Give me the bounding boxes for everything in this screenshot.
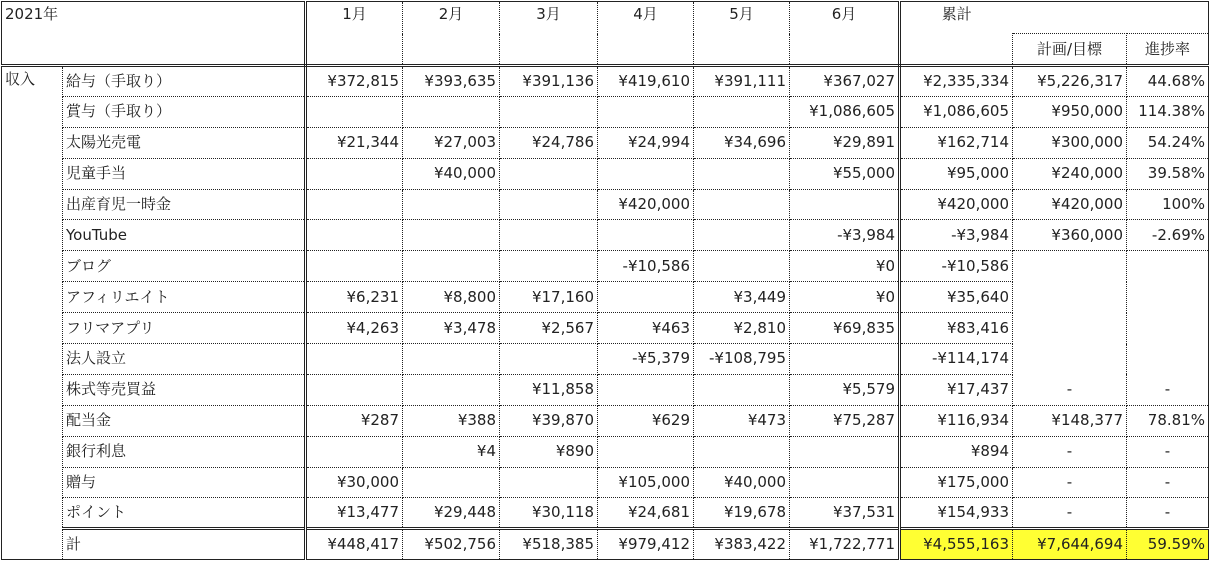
month-value-cell[interactable] (403, 189, 500, 220)
cumulative-value-cell[interactable]: ¥116,934 (900, 405, 1013, 436)
cumulative-value-cell[interactable]: ¥1,086,605 (900, 96, 1013, 127)
progress-value-cell[interactable]: - (1127, 498, 1209, 529)
month-header-5[interactable]: 5月 (694, 2, 790, 34)
month-value-cell[interactable] (500, 220, 598, 251)
month-value-cell[interactable]: ¥4,263 (306, 313, 403, 344)
month-value-cell[interactable] (306, 189, 403, 220)
income-rows (2, 66, 1209, 560)
month-value-cell[interactable]: ¥27,003 (403, 127, 500, 158)
income-table (1, 1, 1209, 560)
row-label[interactable]: YouTube (63, 220, 306, 251)
month-value-cell[interactable]: ¥391,136 (500, 66, 598, 97)
progress-value-cell[interactable]: -2.69% (1127, 220, 1209, 251)
row-label[interactable]: フリマアプリ (63, 313, 306, 344)
plan-value-cell[interactable]: ¥148,377 (1013, 405, 1127, 436)
month-header-1[interactable]: 1月 (306, 2, 403, 34)
plan-value-cell[interactable] (1013, 344, 1127, 375)
month-header-2[interactable]: 2月 (403, 2, 500, 34)
progress-value-cell[interactable] (1127, 251, 1209, 282)
month-value-cell[interactable]: -¥10,586 (598, 251, 694, 282)
month-value-cell[interactable] (694, 436, 790, 467)
month-value-cell[interactable] (598, 436, 694, 467)
month-sub-4[interactable] (598, 34, 694, 66)
month-value-cell[interactable] (500, 189, 598, 220)
month-value-cell[interactable] (306, 374, 403, 405)
cumulative-value-cell[interactable]: ¥35,640 (900, 282, 1013, 313)
month-header-6[interactable]: 6月 (790, 2, 900, 34)
month-value-cell[interactable] (790, 467, 900, 498)
month-value-cell[interactable]: ¥29,891 (790, 127, 900, 158)
month-value-cell[interactable] (790, 189, 900, 220)
year-label: 2021年 (5, 5, 59, 23)
table-row (2, 251, 1209, 282)
year-label-cell[interactable] (2, 2, 306, 66)
plan-value-cell[interactable]: ¥5,226,317 (1013, 66, 1127, 97)
plan-value-cell[interactable] (1013, 251, 1127, 282)
table-row (2, 96, 1209, 127)
plan-header[interactable]: 計画/目標 (1013, 34, 1127, 66)
month-value-cell[interactable]: ¥13,477 (306, 498, 403, 529)
month-value-cell[interactable]: ¥11,858 (500, 374, 598, 405)
month-value-cell[interactable]: ¥4 (403, 436, 500, 467)
month-value-cell[interactable] (598, 96, 694, 127)
month-value-cell[interactable]: ¥372,815 (306, 66, 403, 97)
month-value-cell[interactable]: ¥55,000 (790, 158, 900, 189)
table-row (2, 66, 1209, 97)
total-month-cell[interactable]: ¥448,417 (306, 529, 403, 560)
month-value-cell[interactable]: ¥37,531 (790, 498, 900, 529)
table-row (2, 313, 1209, 344)
cumulative-value-cell[interactable]: ¥894 (900, 436, 1013, 467)
cumulative-sub[interactable] (900, 34, 1013, 66)
progress-value-cell[interactable]: 78.81% (1127, 405, 1209, 436)
month-sub-1[interactable] (306, 34, 403, 66)
month-value-cell[interactable] (500, 96, 598, 127)
month-value-cell[interactable] (306, 436, 403, 467)
total-month-cell[interactable]: ¥383,422 (694, 529, 790, 560)
month-value-cell[interactable]: ¥34,696 (694, 127, 790, 158)
month-value-cell[interactable]: ¥40,000 (694, 467, 790, 498)
row-label[interactable]: 給与（手取り） (63, 66, 306, 97)
month-value-cell[interactable]: ¥39,870 (500, 405, 598, 436)
month-value-cell[interactable]: ¥890 (500, 436, 598, 467)
progress-value-cell[interactable] (1127, 344, 1209, 375)
month-value-cell[interactable]: ¥0 (790, 282, 900, 313)
month-value-cell[interactable] (306, 96, 403, 127)
month-value-cell[interactable]: -¥108,795 (694, 344, 790, 375)
row-label[interactable]: 出産育児一時金 (63, 189, 306, 220)
month-value-cell[interactable]: ¥6,231 (306, 282, 403, 313)
row-label[interactable]: 配当金 (63, 405, 306, 436)
month-value-cell[interactable]: ¥21,344 (306, 127, 403, 158)
month-value-cell[interactable] (694, 158, 790, 189)
month-value-cell[interactable]: -¥3,984 (790, 220, 900, 251)
month-value-cell[interactable]: ¥2,810 (694, 313, 790, 344)
progress-header[interactable]: 進捗率 (1127, 34, 1209, 66)
cumulative-value-cell[interactable]: -¥10,586 (900, 251, 1013, 282)
total-month-cell[interactable]: ¥502,756 (403, 529, 500, 560)
month-value-cell[interactable] (306, 158, 403, 189)
cumulative-value-cell[interactable]: ¥95,000 (900, 158, 1013, 189)
month-value-cell[interactable] (694, 374, 790, 405)
month-value-cell[interactable] (500, 158, 598, 189)
table-row (2, 158, 1209, 189)
month-value-cell[interactable] (598, 374, 694, 405)
total-month-cell[interactable]: ¥979,412 (598, 529, 694, 560)
header-blank-rate[interactable] (1127, 2, 1209, 34)
month-value-cell[interactable] (500, 344, 598, 375)
month-value-cell[interactable]: -¥5,379 (598, 344, 694, 375)
progress-value-cell[interactable]: - (1127, 374, 1209, 405)
cumulative-value-cell[interactable]: ¥175,000 (900, 467, 1013, 498)
month-header-3[interactable]: 3月 (500, 2, 598, 34)
month-value-cell[interactable]: ¥367,027 (790, 66, 900, 97)
month-value-cell[interactable] (694, 96, 790, 127)
cumulative-value-cell[interactable]: ¥17,437 (900, 374, 1013, 405)
table-row (2, 498, 1209, 529)
total-label[interactable]: 計 (63, 529, 306, 560)
cumulative-value-cell[interactable]: ¥420,000 (900, 189, 1013, 220)
total-month-cell[interactable]: ¥1,722,771 (790, 529, 900, 560)
month-header-4[interactable]: 4月 (598, 2, 694, 34)
month-value-cell[interactable]: ¥40,000 (403, 158, 500, 189)
row-label[interactable]: ポイント (63, 498, 306, 529)
month-value-cell[interactable]: ¥5,579 (790, 374, 900, 405)
month-value-cell[interactable] (403, 251, 500, 282)
cumulative-header[interactable]: 累計 (900, 2, 1013, 34)
month-value-cell[interactable]: ¥473 (694, 405, 790, 436)
progress-value-cell[interactable]: 39.58% (1127, 158, 1209, 189)
total-cumulative-cell[interactable]: ¥4,555,163 (900, 529, 1013, 560)
table-row (2, 374, 1209, 405)
month-value-cell[interactable] (306, 251, 403, 282)
month-value-cell[interactable] (403, 220, 500, 251)
table-row (2, 467, 1209, 498)
month-value-cell[interactable]: ¥24,681 (598, 498, 694, 529)
row-label[interactable]: 法人設立 (63, 344, 306, 375)
month-value-cell[interactable]: ¥8,800 (403, 282, 500, 313)
month-value-cell[interactable] (598, 282, 694, 313)
month-value-cell[interactable]: ¥629 (598, 405, 694, 436)
row-label[interactable]: 贈与 (63, 467, 306, 498)
row-label[interactable]: 賞与（手取り） (63, 96, 306, 127)
month-value-cell[interactable]: ¥0 (790, 251, 900, 282)
table-row (2, 282, 1209, 313)
total-plan-cell[interactable]: ¥7,644,694 (1013, 529, 1127, 560)
month-value-cell[interactable] (694, 251, 790, 282)
month-value-cell[interactable] (500, 467, 598, 498)
progress-value-cell[interactable]: - (1127, 436, 1209, 467)
row-label[interactable]: アフィリエイト (63, 282, 306, 313)
total-month-cell[interactable]: ¥518,385 (500, 529, 598, 560)
month-value-cell[interactable]: ¥287 (306, 405, 403, 436)
plan-value-cell[interactable]: - (1013, 498, 1127, 529)
month-value-cell[interactable] (598, 158, 694, 189)
cumulative-value-cell[interactable]: ¥2,335,334 (900, 66, 1013, 97)
month-value-cell[interactable] (403, 467, 500, 498)
month-value-cell[interactable]: ¥3,478 (403, 313, 500, 344)
progress-value-cell[interactable]: 100% (1127, 189, 1209, 220)
row-label[interactable]: 株式等売買益 (63, 374, 306, 405)
month-sub-2[interactable] (403, 34, 500, 66)
month-value-cell[interactable] (403, 344, 500, 375)
month-value-cell[interactable] (306, 344, 403, 375)
month-value-cell[interactable]: ¥24,786 (500, 127, 598, 158)
cumulative-value-cell[interactable]: ¥83,416 (900, 313, 1013, 344)
progress-value-cell[interactable] (1127, 313, 1209, 344)
plan-value-cell[interactable]: ¥950,000 (1013, 96, 1127, 127)
progress-value-cell[interactable]: 44.68% (1127, 66, 1209, 97)
month-value-cell[interactable] (694, 220, 790, 251)
plan-value-cell[interactable]: ¥420,000 (1013, 189, 1127, 220)
month-value-cell[interactable]: ¥17,160 (500, 282, 598, 313)
category-label[interactable]: 収入 (2, 66, 63, 560)
plan-value-cell[interactable] (1013, 282, 1127, 313)
header-row-top (2, 2, 1209, 34)
row-label[interactable]: ブログ (63, 251, 306, 282)
cumulative-value-cell[interactable]: ¥162,714 (900, 127, 1013, 158)
progress-value-cell[interactable]: - (1127, 467, 1209, 498)
month-value-cell[interactable] (403, 374, 500, 405)
month-value-cell[interactable]: ¥388 (403, 405, 500, 436)
header-blank-plan[interactable] (1013, 2, 1127, 34)
month-sub-5[interactable] (694, 34, 790, 66)
month-sub-6[interactable] (790, 34, 900, 66)
month-value-cell[interactable]: ¥393,635 (403, 66, 500, 97)
month-value-cell[interactable]: ¥463 (598, 313, 694, 344)
plan-value-cell[interactable]: - (1013, 436, 1127, 467)
plan-value-cell[interactable]: ¥300,000 (1013, 127, 1127, 158)
month-value-cell[interactable] (598, 220, 694, 251)
month-value-cell[interactable]: ¥419,610 (598, 66, 694, 97)
progress-value-cell[interactable]: 114.38% (1127, 96, 1209, 127)
row-label[interactable]: 銀行利息 (63, 436, 306, 467)
table-row (2, 344, 1209, 375)
progress-value-cell[interactable]: 54.24% (1127, 127, 1209, 158)
plan-value-cell[interactable]: ¥360,000 (1013, 220, 1127, 251)
month-value-cell[interactable] (694, 189, 790, 220)
month-value-cell[interactable] (500, 251, 598, 282)
month-value-cell[interactable] (790, 344, 900, 375)
month-value-cell[interactable]: ¥19,678 (694, 498, 790, 529)
table-row (2, 220, 1209, 251)
cumulative-value-cell[interactable]: ¥154,933 (900, 498, 1013, 529)
plan-value-cell[interactable]: ¥240,000 (1013, 158, 1127, 189)
month-sub-3[interactable] (500, 34, 598, 66)
plan-value-cell[interactable] (1013, 313, 1127, 344)
month-value-cell[interactable]: ¥75,287 (790, 405, 900, 436)
month-value-cell[interactable] (306, 220, 403, 251)
total-progress-cell[interactable]: 59.59% (1127, 529, 1209, 560)
cumulative-value-cell[interactable]: -¥114,174 (900, 344, 1013, 375)
month-value-cell[interactable]: ¥29,448 (403, 498, 500, 529)
progress-value-cell[interactable] (1127, 282, 1209, 313)
row-label[interactable]: 太陽光売電 (63, 127, 306, 158)
month-value-cell[interactable]: ¥391,111 (694, 66, 790, 97)
month-value-cell[interactable]: ¥24,994 (598, 127, 694, 158)
month-value-cell[interactable]: ¥420,000 (598, 189, 694, 220)
month-value-cell[interactable] (403, 96, 500, 127)
month-value-cell[interactable] (790, 436, 900, 467)
table-row (2, 436, 1209, 467)
month-value-cell[interactable]: ¥1,086,605 (790, 96, 900, 127)
month-value-cell[interactable]: ¥69,835 (790, 313, 900, 344)
table-row (2, 405, 1209, 436)
table-row (2, 189, 1209, 220)
table-row (2, 127, 1209, 158)
month-value-cell[interactable]: ¥30,118 (500, 498, 598, 529)
plan-value-cell[interactable]: - (1013, 374, 1127, 405)
plan-value-cell[interactable]: - (1013, 467, 1127, 498)
month-value-cell[interactable]: ¥2,567 (500, 313, 598, 344)
month-value-cell[interactable]: ¥3,449 (694, 282, 790, 313)
cumulative-value-cell[interactable]: -¥3,984 (900, 220, 1013, 251)
month-value-cell[interactable]: ¥30,000 (306, 467, 403, 498)
row-label[interactable]: 児童手当 (63, 158, 306, 189)
total-row (2, 529, 1209, 560)
month-value-cell[interactable]: ¥105,000 (598, 467, 694, 498)
